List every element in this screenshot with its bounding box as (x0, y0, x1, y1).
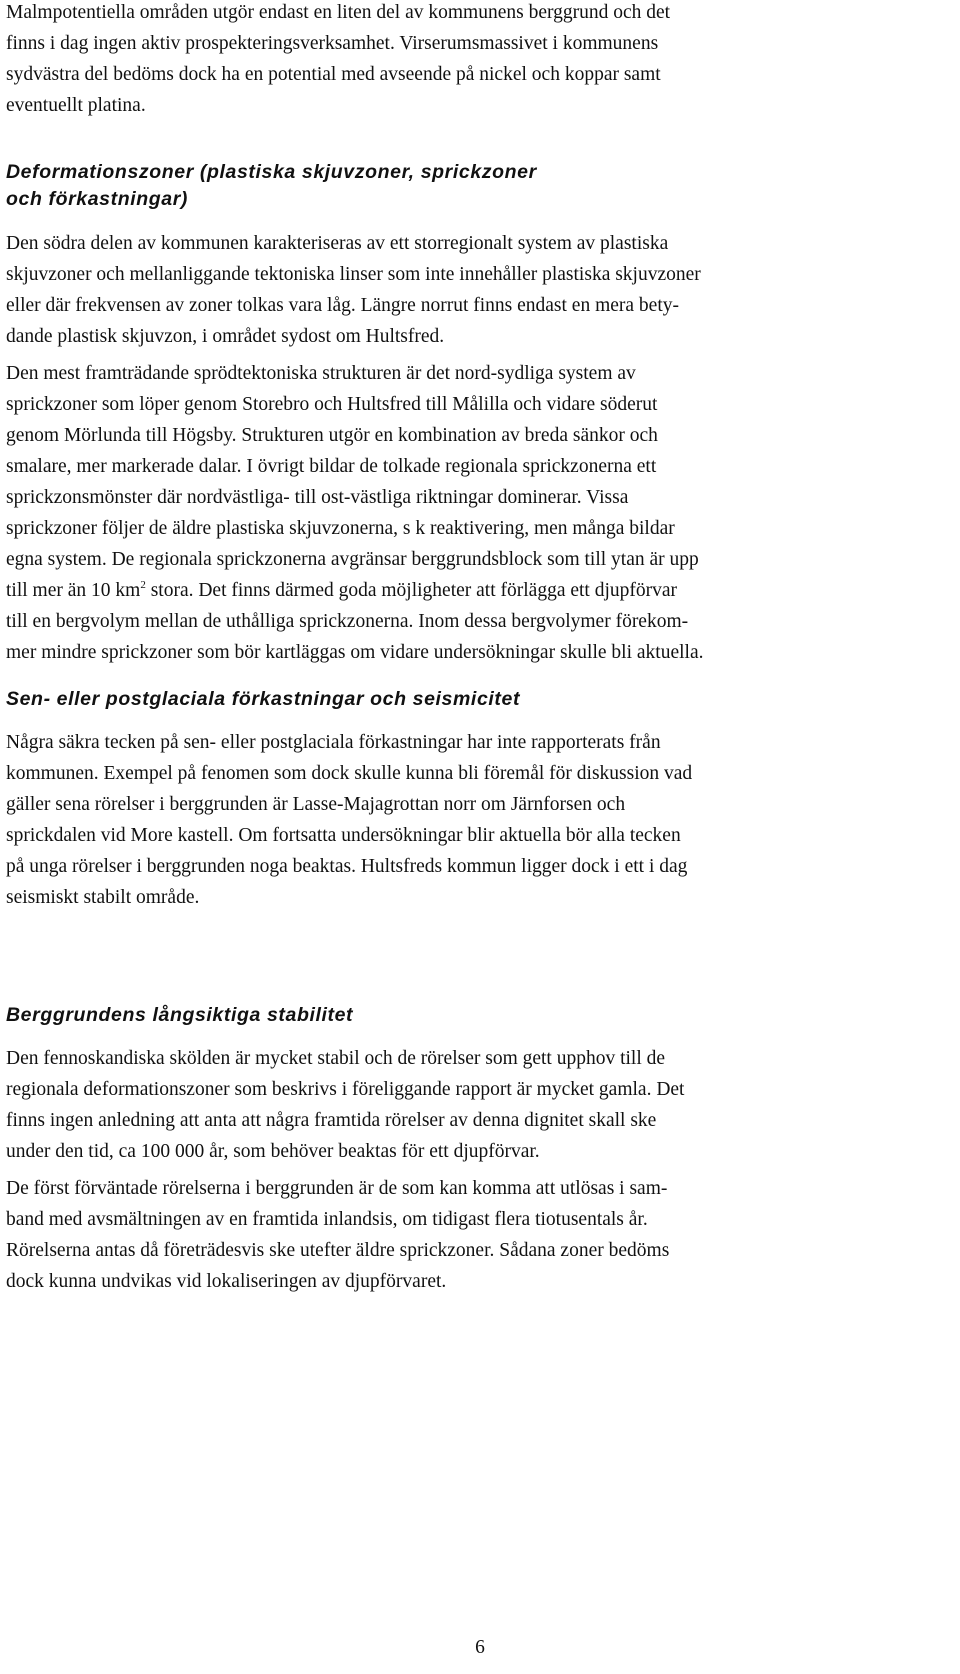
deformation-paragraph-1 (6, 228, 946, 352)
heading-line: Deformationszoner (plastiska skjuvzoner, sprickzoner (6, 161, 537, 183)
text-line: eller där frekvensen av zoner tolkas vara låg. Längre norrut finns endast en mera bety- (6, 295, 679, 316)
text-line: genom Mörlunda till Högsby. Strukturen utgör en kombination av breda sänkor och (6, 425, 658, 446)
text-line: band med avsmältningen av en framtida inlandsis, om tidigast flera tiotusentals år. (6, 1209, 648, 1230)
text-line: till en bergvolym mellan de uthålliga sprickzonerna. Inom dessa bergvolymer förekom- (6, 611, 689, 632)
postglacial-paragraph (6, 727, 946, 913)
text-line: sprickdalen vid More kastell. Om fortsatta undersökningar blir aktuella bör alla tecken (6, 825, 681, 846)
text-line: seismiskt stabilt område. (6, 887, 200, 908)
text-line: på unga rörelser i berggrunden noga beaktas. Hultsfreds kommun ligger dock i ett i dag (6, 856, 688, 877)
text-line: sprickzoner följer de äldre plastiska skjuvzonerna, s k reaktivering, men många bildar (6, 518, 675, 539)
text-line: Den södra delen av kommunen karakteriseras av ett storregionalt system av plastiska (6, 233, 669, 254)
text-line: sydvästra del bedöms dock ha en potential med avseende på nickel och koppar samt (6, 64, 661, 85)
text-line: gäller sena rörelser i berggrunden är Lasse-Majagrottan norr om Järnforsen och (6, 794, 626, 815)
intro-paragraph (6, 0, 946, 121)
stability-paragraph-2 (6, 1173, 946, 1297)
text-line: mer mindre sprickzoner som bör kartläggas om vidare undersökningar skulle bli aktuella. (6, 642, 704, 663)
page-number: 6 (475, 1637, 485, 1658)
text-line: regionala deformationszoner som beskrivs i föreliggande rapport är mycket gamla. Det (6, 1079, 685, 1100)
text-line: Rörelserna antas då företrädesvis ske utefter äldre sprickzoner. Sådana zoner bedöms (6, 1240, 670, 1261)
deformation-paragraph-2 (6, 358, 946, 668)
text-line (6, 575, 946, 606)
text-line: finns ingen anledning att anta att några framtida rörelser av denna dignitet skall ske (6, 1110, 657, 1131)
text-line: Några säkra tecken på sen- eller postglaciala förkastningar har inte rapporterats från (6, 732, 661, 753)
text-line: dande plastisk skjuvzon, i området sydost om Hultsfred. (6, 326, 445, 347)
text-line: dock kunna undvikas vid lokaliseringen av djupförvaret. (6, 1271, 447, 1292)
text-line: De först förväntade rörelserna i berggrunden är de som kan komma att utlösas i sam- (6, 1178, 668, 1199)
text-fragment: till mer än 10 km (6, 580, 141, 601)
section-heading-stability: Berggrundens långsiktiga stabilitet (6, 1004, 354, 1026)
text-line: eventuellt platina. (6, 95, 146, 116)
stability-paragraph-1 (6, 1043, 946, 1167)
section-heading-postglacial: Sen- eller postglaciala förkastningar och seismicitet (6, 688, 521, 710)
text-line: sprickzonsmönster där nordvästliga- till ost-västliga riktningar dominerar. Vissa (6, 487, 629, 508)
text-line: skjuvzoner och mellanliggande tektoniska linser som inte innehåller plastiska skjuvzoner (6, 264, 701, 285)
text-fragment: stora. Det finns därmed goda möjligheter att förlägga ett djupförvar (145, 580, 678, 601)
heading-line: och förkastningar) (6, 188, 188, 210)
text-line: Den fennoskandiska skölden är mycket stabil och de rörelser som gett upphov till de (6, 1048, 666, 1069)
text-line: egna system. De regionala sprickzonerna avgränsar berggrundsblock som till ytan är upp (6, 549, 699, 570)
text-line: under den tid, ca 100 000 år, som behöver beaktas för ett djupförvar. (6, 1141, 540, 1162)
text-line: Malmpotentiella områden utgör endast en liten del av kommunens berggrund och det (6, 2, 671, 23)
section-heading-deformation (6, 159, 946, 213)
text-line: smalare, mer markerade dalar. I övrigt bildar de tolkade regionala sprickzonerna ett (6, 456, 657, 477)
text-line: Den mest framträdande sprödtektoniska strukturen är det nord-sydliga system av (6, 363, 636, 384)
superscript: 2 (140, 579, 146, 591)
text-line: kommunen. Exempel på fenomen som dock skulle kunna bli föremål för diskussion vad (6, 763, 693, 784)
text-line: finns i dag ingen aktiv prospekteringsverksamhet. Virserumsmassivet i kommunens (6, 33, 659, 54)
text-line: sprickzoner som löper genom Storebro och Hultsfred till Målilla och vidare söderut (6, 394, 658, 415)
